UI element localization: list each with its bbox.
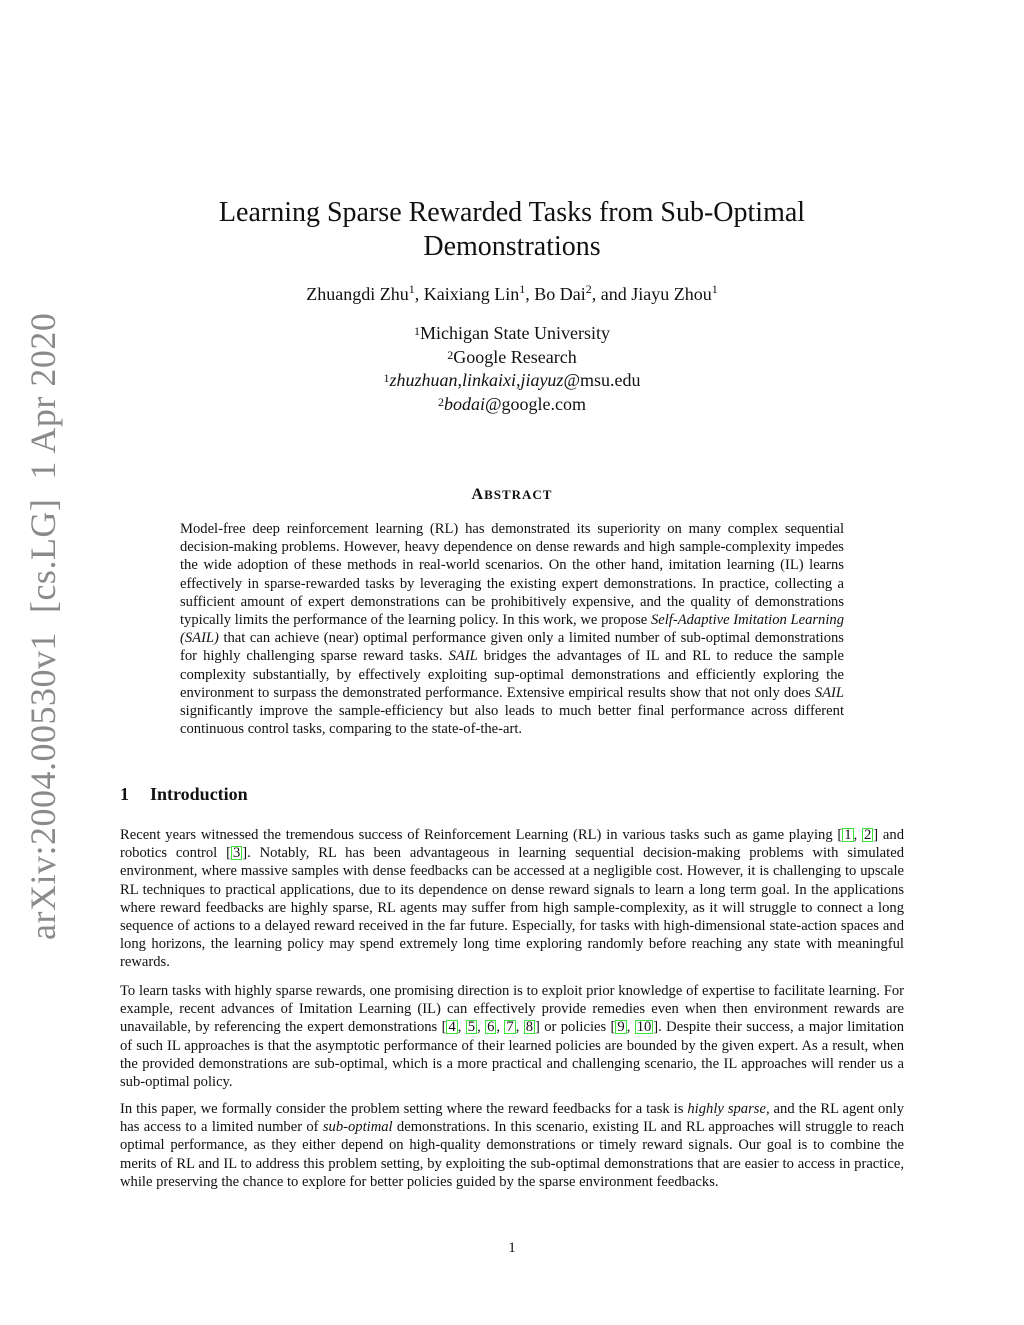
- abstract-heading-rest: BSTRACT: [484, 487, 553, 502]
- para-text: demonstrations. In this scenario, existing IL and RL approaches will struggle to reach optimal performance, as they either depend on high-quality demonstrations or timely reward signals. Our goal is to combine the merits of RL and IL to address this problem setting, by exploiting the sub-optimal demonstrations that are easier to access in practice, while preserving the chance to explore for better policies guided by the sparse environment feedbacks.: [120, 1119, 905, 1190]
- abstract-text: bridges the advantages of IL and RL to reduce the sample complexity substantially, by effectively exploiting sup-optimal demonstrations and efficiently exploring the environment to surpass the demonstrated performance. Extensive empirical results show that not only does: [180, 648, 844, 701]
- author-3-sup: 2: [585, 282, 592, 296]
- citation-link[interactable]: 8: [525, 1019, 534, 1036]
- author-2-sup: 1: [519, 282, 526, 296]
- author-sep: ,: [414, 284, 424, 304]
- cite-sep: ,: [477, 1019, 486, 1036]
- paper-title: [160, 196, 864, 264]
- affiliation-1: [160, 322, 864, 346]
- title-line-1: Learning Sparse Rewarded Tasks from Sub-Optimal: [218, 197, 806, 228]
- intro-paragraph-1: [120, 826, 904, 972]
- title-line-2: Demonstrations: [423, 231, 601, 262]
- email-1: [160, 369, 864, 393]
- para-text-italic: sub-optimal: [322, 1119, 393, 1136]
- intro-paragraph-3: [120, 1100, 904, 1191]
- abstract-heading-first: A: [471, 486, 485, 503]
- aff1-sup: 1: [414, 324, 421, 338]
- cite-sep: ,: [853, 827, 862, 843]
- abstract-text-italic: SAIL: [448, 648, 478, 665]
- arxiv-id: arXiv:2004.00530v1 [cs.LG] 1 Apr 2020: [23, 312, 63, 940]
- author-4: Jiayu Zhou: [631, 284, 712, 304]
- para-text: ]. Despite their success, a major limitation of such IL approaches is that the asymptotic performance of their learned policies are bounded by the given expert. As a result, when the provided demonstrations are sub-optimal, which is a more practical and challenging scenario, the IL approaches will render us a sub-optimal policy.: [120, 1019, 905, 1091]
- abstract-heading: [160, 486, 864, 504]
- email1-sup: 1: [383, 371, 390, 385]
- citation-link[interactable]: 9: [617, 1019, 625, 1036]
- aff2-text: Google Research: [453, 346, 577, 367]
- email2-user: bodai: [443, 393, 485, 414]
- abstract-text: significantly improve the sample-efficiency but also leads to much better final performance across different continuous control tasks, comparing to the state-of-the-art.: [180, 703, 844, 738]
- author-sep: ,: [525, 284, 535, 304]
- citation-link[interactable]: 1: [844, 827, 852, 843]
- para-text-italic: highly sparse: [687, 1101, 766, 1117]
- affiliation-2: [160, 346, 864, 370]
- abstract-text: that can achieve (near) optimal performance given only a limited number of sub-optimal demonstrations for highly challenging sparse reward tasks.: [180, 630, 844, 665]
- citation-link[interactable]: 6: [487, 1019, 495, 1036]
- citation-link[interactable]: 2: [863, 827, 872, 843]
- email1-user: zhuzhuan,linkaixi,jiayuz: [389, 370, 564, 390]
- section-number: 1: [120, 784, 129, 804]
- author-and: , and: [591, 284, 632, 304]
- email2-domain: @google.com: [484, 393, 587, 414]
- para-text: In this paper, we formally consider the problem setting where the reward feedbacks for a task is: [120, 1101, 688, 1117]
- cite-sep: ,: [626, 1019, 635, 1036]
- author-4-sup: 1: [711, 282, 718, 296]
- page-number: 1: [508, 1240, 516, 1256]
- abstract-text: Model-free deep reinforcement learning (RL) has demonstrated its superiority on many complex sequential decision-making problems. However, heavy dependence on dense rewards and high sample-complexity impedes the wide adoption of these methods in real-world scenarios. On the other hand, imitation learning (IL) learns effectively in sparse-rewarded tasks by leveraging the existing expert demonstrations. In practice, collecting a sufficient amount of expert demonstrations can be prohibitively expensive, and the quality of demonstrations typically limits the performance of the learning policy. In this work, we propose: [180, 521, 844, 629]
- email1-domain: @msu.edu: [563, 370, 641, 390]
- citation-link[interactable]: 10: [636, 1019, 652, 1036]
- citation-link[interactable]: 7: [506, 1019, 514, 1036]
- abstract-text-italic: Self-Adaptive Imitation Learning (SAIL): [180, 612, 844, 647]
- intro-paragraph-2: [120, 982, 904, 1091]
- citation-link[interactable]: 4: [448, 1019, 456, 1036]
- email-2: [160, 393, 864, 417]
- citation-link[interactable]: 3: [232, 845, 241, 862]
- citation-link[interactable]: 5: [467, 1019, 476, 1036]
- para-text: Recent years witnessed the tremendous success of Reinforcement Learning (RL) in various tasks such as game playing [: [120, 827, 843, 843]
- email2-sup: 2: [437, 394, 444, 409]
- affiliations: [160, 322, 864, 416]
- aff1-text: Michigan State University: [420, 323, 610, 343]
- cite-sep: ,: [457, 1019, 466, 1036]
- abstract-text-italic: SAIL: [814, 684, 844, 701]
- author-1: Zhuangdi Zhu: [306, 284, 409, 304]
- aff2-sup: 2: [447, 347, 454, 362]
- author-2: Kaixiang Lin: [423, 284, 520, 304]
- section-heading: [120, 784, 248, 805]
- para-text: ] or policies [: [535, 1019, 616, 1036]
- para-text: To learn tasks with highly sparse rewards, one promising direction is to exploit prior knowledge of expertise to facilitate learning. For example, recent advances of Imitation Learning (IL) can effectively provide remedies even when then environment rewards are unavailable, by referencing the expert demonstrations [: [120, 983, 904, 1036]
- cite-sep: ,: [515, 1019, 524, 1036]
- para-text: ]. Notably, RL has been advantageous in learning sequential decision-making problems with simulated environment, where massive samples with dense feedbacks can be accessed at a negligible cost. However, it is challenging to upscale RL techniques to practical applications, due to its dependence on dense reward signals to learn a long term goal. In the applications where reward feedbacks are highly sparse, RL agents may suffer from high sample-complexity, as it will struggle to connect a long sequence of actions to a delayed reward received in the far future. Especially, for tasks with high-dimensional state-action spaces and long horizons, the learning policy may spend extremely long time exploring randomly before reaching any state with meaningful rewards.: [120, 845, 904, 971]
- author-3: Bo Dai: [534, 284, 586, 304]
- author-1-sup: 1: [408, 282, 415, 296]
- abstract-body: [180, 520, 844, 738]
- para-text: , and the RL agent only has access to a limited number of: [120, 1101, 904, 1136]
- author-list: [160, 284, 864, 305]
- para-text: ] and robotics control [: [120, 827, 904, 862]
- cite-sep: ,: [496, 1019, 505, 1036]
- section-title: Introduction: [150, 784, 248, 804]
